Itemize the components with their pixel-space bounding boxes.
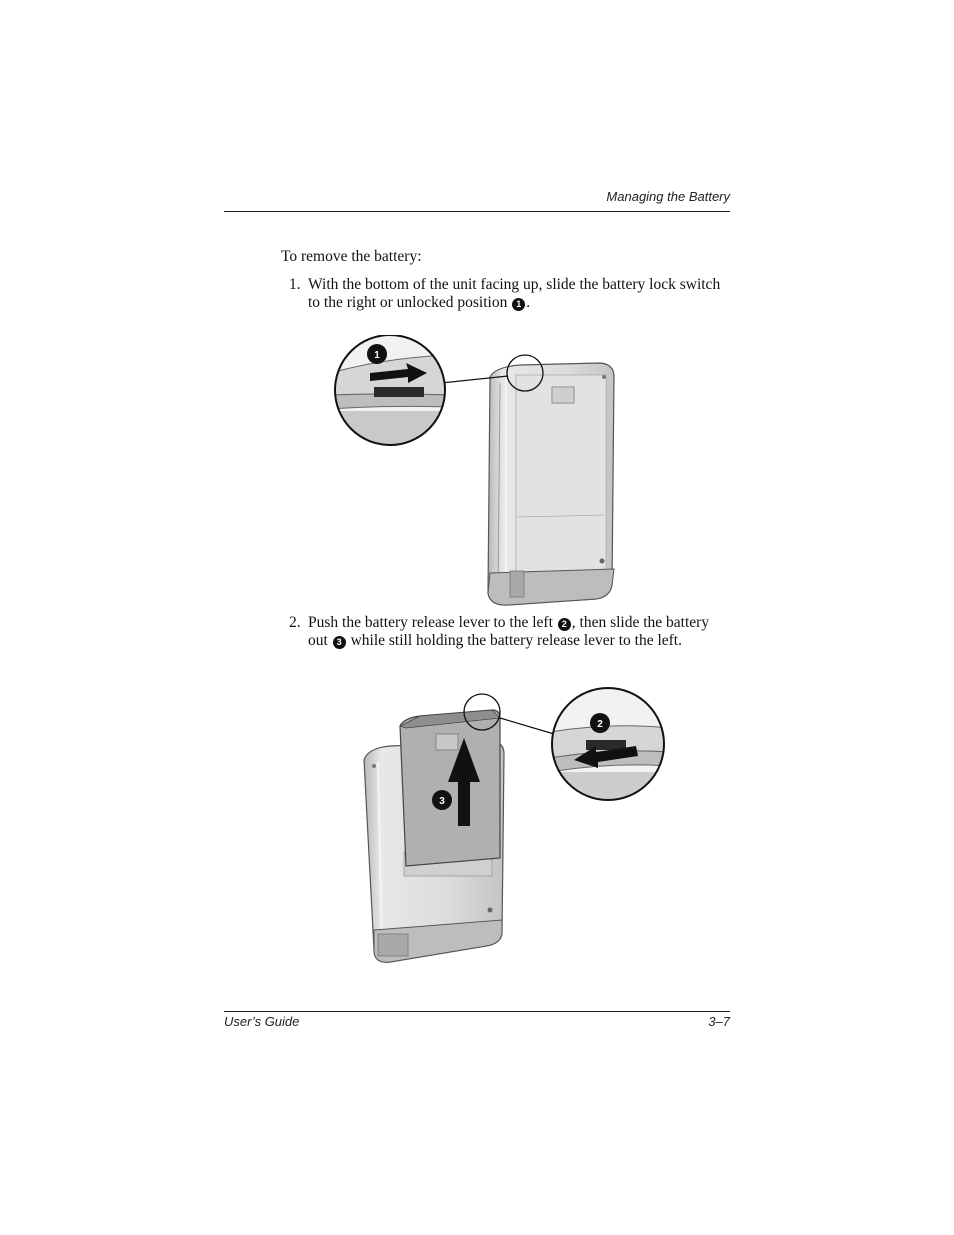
battery-pack (400, 710, 500, 866)
step-2 (289, 614, 729, 650)
svg-text:2: 2 (597, 719, 603, 730)
step-text: Push the battery release lever to the left 2 , then slide the battery out 3 while still holding the battery release lever to the left. (308, 614, 710, 649)
callout-1-icon: 1 (512, 298, 525, 311)
svg-text:1: 1 (374, 350, 380, 361)
windows-logo-icon (552, 387, 574, 403)
footer-rule (224, 1011, 730, 1012)
page-number: 3–7 (708, 1014, 730, 1029)
step-number: 2. (289, 614, 301, 631)
callout-2-icon: 2 (558, 618, 571, 631)
magnifier-lock-switch (330, 335, 450, 455)
windows-logo-icon (436, 734, 458, 750)
figure-battery-release (360, 682, 670, 967)
magnifier-release-lever (550, 686, 670, 806)
step-text: With the bottom of the unit facing up, slide the battery lock switch to the right or unlocked position 1 . (308, 276, 721, 311)
footer-title: User’s Guide (224, 1014, 300, 1029)
figure-battery-lock (330, 335, 625, 610)
intro-text: To remove the battery: (281, 248, 422, 265)
svg-text:3: 3 (439, 796, 445, 807)
callout-3-icon: 3 (333, 636, 346, 649)
running-header: Managing the Battery (606, 189, 730, 204)
step-1 (289, 276, 729, 312)
step-number: 1. (289, 276, 301, 293)
page-footer (224, 1014, 730, 1029)
header-rule (224, 211, 730, 212)
